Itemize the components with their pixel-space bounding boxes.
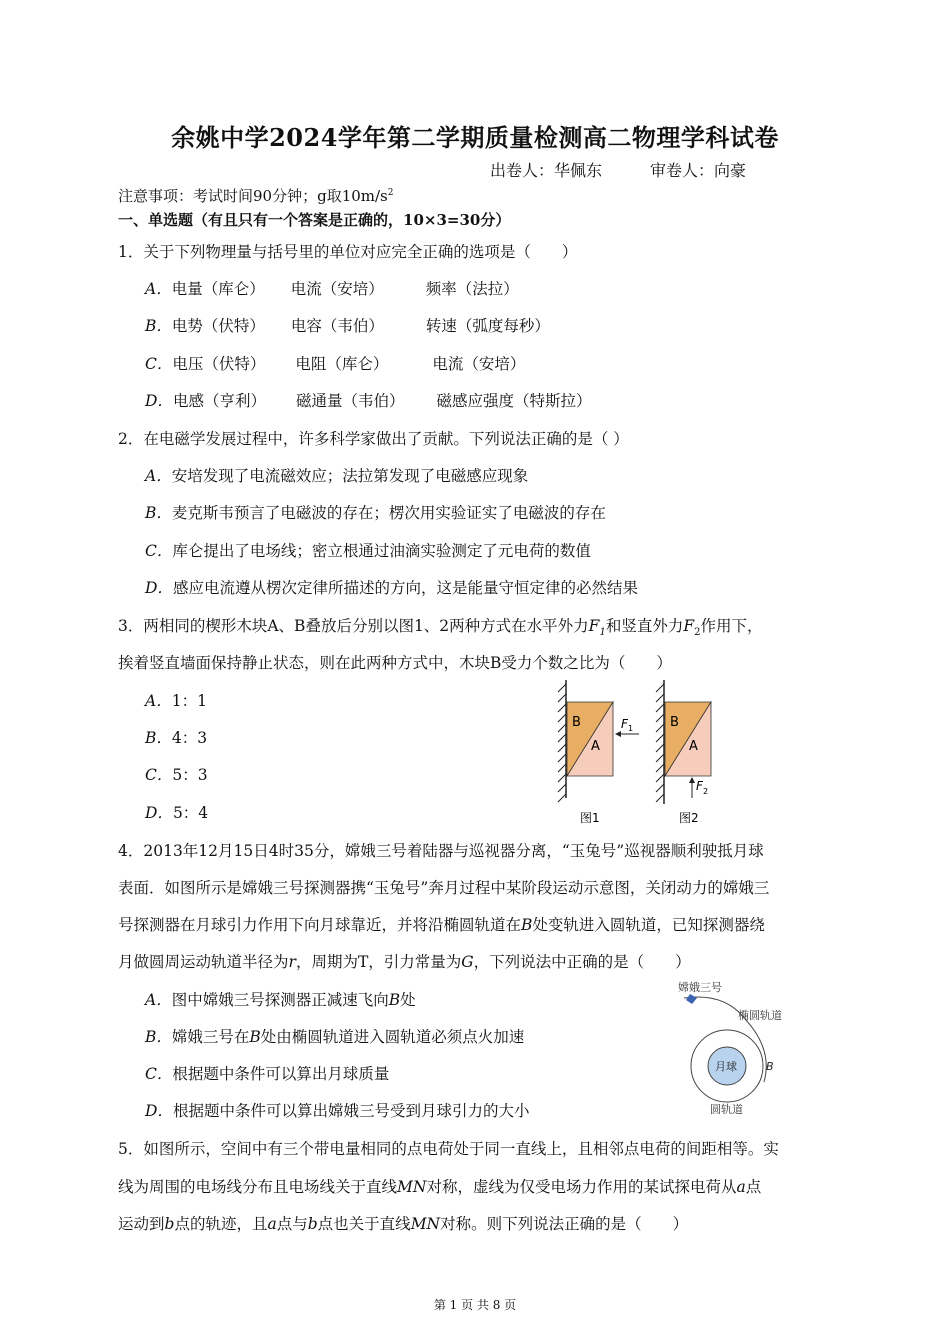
text-run: 点 bbox=[745, 1178, 762, 1196]
symbol-mn: MN bbox=[397, 1178, 427, 1196]
text-run: ，下列说法中正确的是（ ） bbox=[473, 953, 691, 971]
q3-option-b bbox=[145, 726, 207, 748]
text-run: ，周期为T，引力常量为 bbox=[295, 953, 462, 971]
q3-option-d bbox=[145, 801, 208, 823]
option-label: A． bbox=[145, 467, 172, 485]
symbol-sub: 1 bbox=[599, 627, 606, 639]
text-run: 对称，虚线为仅受电场力作用的某试探电荷从 bbox=[426, 1178, 737, 1196]
text-run: 线为周围的电场线分布且电场线关于直线 bbox=[118, 1178, 398, 1196]
option-text: 麦克斯韦预言了电磁波的存在；楞次用实验证实了电磁波的存在 bbox=[171, 504, 606, 522]
option-label: D． bbox=[145, 804, 173, 822]
text-run: 和竖直外力 bbox=[605, 617, 684, 635]
symbol-f1: F bbox=[588, 617, 600, 635]
text-run: 作用下， bbox=[700, 617, 763, 635]
symbol-b: b bbox=[164, 1215, 175, 1233]
option-text: 5：3 bbox=[172, 766, 208, 784]
q1-option-d bbox=[145, 389, 591, 411]
option-text: 嫦娥三号在 bbox=[171, 1028, 250, 1046]
option-label: B． bbox=[145, 729, 172, 747]
option-label: B． bbox=[145, 1028, 172, 1046]
setter-label: 出卷人：华佩东 bbox=[490, 161, 603, 180]
option-text: 图中嫦娥三号探测器正减速飞向 bbox=[171, 991, 389, 1009]
option-label: A． bbox=[145, 280, 172, 298]
q2-option-a bbox=[145, 464, 528, 486]
symbol-b: b bbox=[307, 1215, 318, 1233]
option-item: 磁感应强度（特斯拉） bbox=[436, 392, 592, 410]
q4-stem-line1: 4．2013年12月15日4时35分，嫦娥三号着陆器与巡视器分离，“玉兔号”巡视器顺利驶抵月球 bbox=[118, 842, 764, 860]
option-text: 处由椭圆轨道进入圆轨道必须点火加速 bbox=[260, 1028, 525, 1046]
exam-notes bbox=[118, 185, 394, 206]
option-text: 库仑提出了电场线；密立根通过油滴实验测定了元电荷的数值 bbox=[172, 542, 591, 560]
q3-stem-line1 bbox=[118, 614, 762, 638]
q1-option-b bbox=[145, 314, 550, 336]
arrow-head bbox=[689, 777, 695, 783]
option-item: 电压（伏特） bbox=[172, 355, 266, 373]
reviewer-label: 审卷人：向豪 bbox=[650, 161, 747, 180]
label-f1: F bbox=[621, 717, 628, 731]
section-heading: 一、单选题（有且只有一个答案是正确的，10×3=30分） bbox=[118, 211, 511, 229]
q5-stem-line3 bbox=[118, 1212, 688, 1234]
option-item: 电流（安培） bbox=[432, 355, 526, 373]
q4-stem-line2: 表面．如图所示是嫦娥三号探测器携“玉兔号”奔月过程中某阶段运动示意图，关闭动力的嫦娥三 bbox=[118, 879, 770, 897]
arrow-head bbox=[615, 731, 621, 737]
option-item: 电阻（库仑） bbox=[295, 355, 389, 373]
label-b: B bbox=[572, 715, 581, 730]
option-item: 电感（亨利） bbox=[172, 392, 266, 410]
label-f2-sub: 2 bbox=[703, 787, 709, 796]
option-text: 4：3 bbox=[171, 729, 208, 747]
caption-fig2: 图2 bbox=[679, 811, 699, 825]
text-run: 对称。则下列说法正确的是（ ） bbox=[440, 1215, 689, 1233]
authors-line bbox=[490, 158, 746, 181]
option-label: D． bbox=[145, 579, 173, 597]
q3-option-c bbox=[145, 763, 208, 785]
option-item: 电流（安培） bbox=[290, 280, 384, 298]
note-text: 注意事项：考试时间90分钟；g取10m/s bbox=[118, 187, 388, 205]
q4-option-a bbox=[145, 988, 416, 1010]
option-item: 磁通量（韦伯） bbox=[295, 392, 405, 410]
text-run: 月做圆周运动轨道半径为 bbox=[118, 953, 289, 971]
option-item: 频率（法拉） bbox=[425, 280, 519, 298]
q5-stem-line1: 5．如图所示，空间中有三个带电量相同的点电荷处于同一直线上，且相邻点电荷的间距相等。实 bbox=[118, 1140, 779, 1158]
label-circle-orbit: 圆轨道 bbox=[710, 1103, 743, 1116]
label-ellipse: 椭圆轨道 bbox=[738, 1009, 782, 1022]
text-run: 点与 bbox=[276, 1215, 308, 1233]
option-text: 根据题中条件可以算出月球质量 bbox=[172, 1065, 390, 1083]
symbol-r: r bbox=[288, 953, 296, 971]
option-label: C． bbox=[145, 542, 173, 560]
option-label: C． bbox=[145, 1065, 173, 1083]
option-label: B． bbox=[145, 504, 172, 522]
text-run: 点的轨迹，且 bbox=[174, 1215, 268, 1233]
option-label: A． bbox=[145, 692, 172, 710]
label-moon: 月球 bbox=[715, 1060, 737, 1073]
wall-hatch bbox=[558, 684, 566, 802]
label-a: A bbox=[591, 739, 600, 754]
symbol-sub: 2 bbox=[694, 627, 701, 639]
wall-hatch bbox=[656, 684, 664, 802]
q4-option-d bbox=[145, 1099, 529, 1121]
figure-2 bbox=[656, 680, 711, 825]
figure-1 bbox=[558, 680, 639, 825]
q1-option-c bbox=[145, 352, 525, 374]
q2-option-d bbox=[145, 576, 638, 598]
option-item: 转速（弧度每秒） bbox=[425, 317, 550, 335]
symbol-mn: MN bbox=[410, 1215, 441, 1233]
label-f1-sub: 1 bbox=[628, 724, 634, 733]
q4-option-c bbox=[145, 1062, 389, 1084]
probe-icon bbox=[686, 994, 697, 1004]
symbol-g: G bbox=[461, 953, 474, 971]
q2-stem: 2．在电磁学发展过程中，许多科学家做出了贡献。下列说法正确的是（ ） bbox=[118, 430, 629, 448]
text-run: 处变轨进入圆轨道，已知探测器绕 bbox=[532, 916, 765, 934]
q4-option-b bbox=[145, 1025, 524, 1047]
q5-stem-line2 bbox=[118, 1175, 761, 1197]
page-footer: 第 1 页 共 8 页 bbox=[433, 1298, 517, 1312]
option-text: 处 bbox=[400, 991, 416, 1009]
label-probe: 嫦娥三号 bbox=[678, 981, 722, 994]
option-item: 电势（伏特） bbox=[171, 317, 265, 335]
text-run: 3．两相同的楔形木块A、B叠放后分别以图1、2两种方式在水平外力 bbox=[118, 617, 589, 635]
option-item: 电量（库仑） bbox=[171, 280, 265, 298]
page-title: 余姚中学2024学年第二学期质量检测高二物理学科试卷 bbox=[171, 123, 779, 152]
q2-option-b bbox=[145, 501, 606, 523]
option-text: 安培发现了电流磁效应；法拉第发现了电磁感应现象 bbox=[171, 467, 529, 485]
q4-orbit-figure bbox=[670, 978, 790, 1120]
text-run: 号探测器在月球引力作用下向月球靠近，并将沿椭圆轨道在 bbox=[118, 916, 522, 934]
q4-stem-line4 bbox=[118, 950, 691, 972]
option-symbol: B bbox=[249, 1028, 261, 1046]
q3-stem-line2: 挨着竖直墙面保持静止状态，则在此两种方式中，木块B受力个数之比为（ ） bbox=[118, 654, 672, 672]
q1-stem: 1．关于下列物理量与括号里的单位对应完全正确的选项是（ ） bbox=[118, 243, 578, 261]
q4-stem-line3 bbox=[118, 913, 765, 935]
option-label: D． bbox=[145, 392, 173, 410]
symbol-b: B bbox=[521, 916, 533, 934]
option-symbol: B bbox=[388, 991, 401, 1009]
text-run: 运动到 bbox=[118, 1215, 165, 1233]
option-text: 5：4 bbox=[172, 804, 209, 822]
text-run: 点也关于直线 bbox=[317, 1215, 411, 1233]
option-item: 电容（韦伯） bbox=[290, 317, 384, 335]
option-label: B． bbox=[145, 317, 172, 335]
symbol-a: a bbox=[736, 1178, 746, 1196]
q2-option-c bbox=[145, 539, 591, 561]
option-text: 感应电流遵从楞次定律所描述的方向，这是能量守恒定律的必然结果 bbox=[172, 579, 638, 597]
option-label: A． bbox=[145, 991, 172, 1009]
option-text: 根据题中条件可以算出嫦娥三号受到月球引力的大小 bbox=[172, 1102, 530, 1120]
label-point-b: B bbox=[766, 1060, 774, 1073]
option-label: C． bbox=[145, 766, 173, 784]
label-b: B bbox=[670, 715, 679, 730]
symbol-f2: F bbox=[683, 617, 695, 635]
note-sup: 2 bbox=[387, 188, 394, 198]
option-text: 1：1 bbox=[171, 692, 207, 710]
q3-option-a bbox=[145, 689, 207, 711]
q1-option-a bbox=[145, 277, 519, 299]
caption-fig1: 图1 bbox=[580, 811, 600, 825]
q3-wedge-figure bbox=[555, 678, 735, 828]
label-a: A bbox=[689, 739, 698, 754]
symbol-a: a bbox=[267, 1215, 277, 1233]
label-f2: F bbox=[696, 779, 703, 793]
option-label: D． bbox=[145, 1102, 173, 1120]
option-label: C． bbox=[145, 355, 173, 373]
